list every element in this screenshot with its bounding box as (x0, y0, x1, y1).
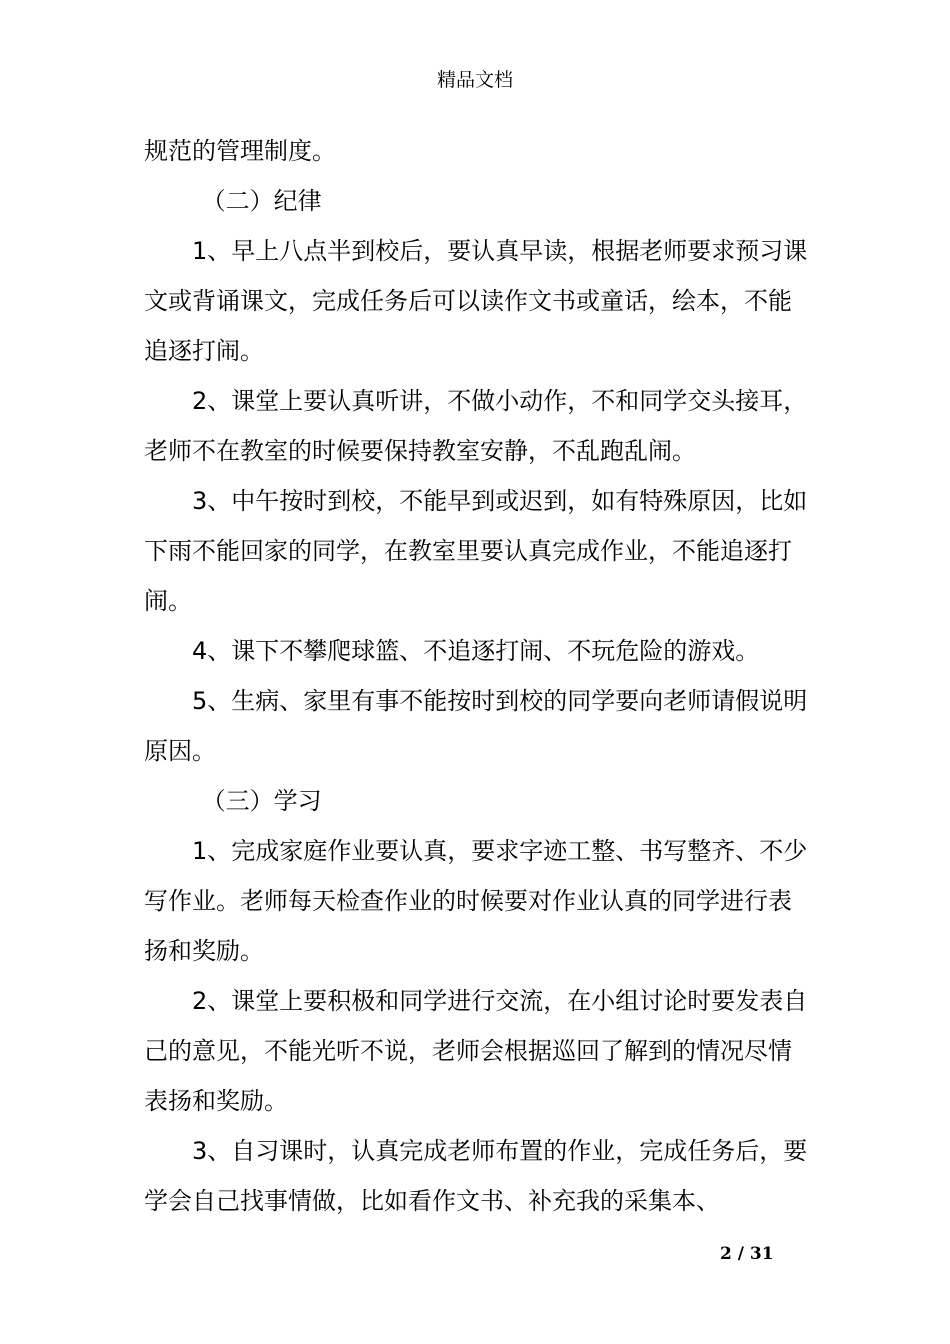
paragraph-discipline-5: 5、生病、家里有事不能按时到校的同学要向老师请假说明原因。 (144, 687, 808, 765)
section-heading-study: （三）学习 (201, 787, 322, 815)
paragraph-discipline-3: 3、中午按时到校，不能早到或迟到，如有特殊原因，比如下雨不能回家的同学，在教室里要认真完成作业，不能追逐打闹。 (144, 487, 808, 615)
paragraph-discipline-1: 1、早上八点半到校后，要认真早读，根据老师要求预习课文或背诵课文，完成任务后可以读作文书或童话，绘本，不能追逐打闹。 (144, 237, 808, 365)
paragraph-study-3: 3、自习课时，认真完成老师布置的作业，完成任务后，要学会自己找事情做，比如看作文书、补充我的采集本、 (144, 1137, 808, 1215)
paragraph-discipline-4: 4、课下不攀爬球篮、不追逐打闹、不玩危险的游戏。 (192, 637, 760, 665)
document-body (144, 126, 814, 1226)
page-number: 2 / 31 (720, 1244, 774, 1264)
paragraph-discipline-2: 2、课堂上要认真听讲，不做小动作，不和同学交头接耳，老师不在教室的时候要保持教室安静，不乱跑乱闹。 (144, 387, 808, 465)
paragraph-study-2: 2、课堂上要积极和同学进行交流，在小组讨论时要发表自己的意见，不能光听不说，老师会根据巡回了解到的情况尽情表扬和奖励。 (144, 987, 808, 1115)
section-heading-discipline: （二）纪律 (201, 187, 322, 215)
page-header: 精品文档 (436, 69, 513, 91)
paragraph-continuation: 规范的管理制度。 (144, 137, 336, 165)
paragraph-study-1: 1、完成家庭作业要认真，要求字迹工整、书写整齐、不少写作业。老师每天检查作业的时候要对作业认真的同学进行表扬和奖励。 (144, 837, 808, 965)
